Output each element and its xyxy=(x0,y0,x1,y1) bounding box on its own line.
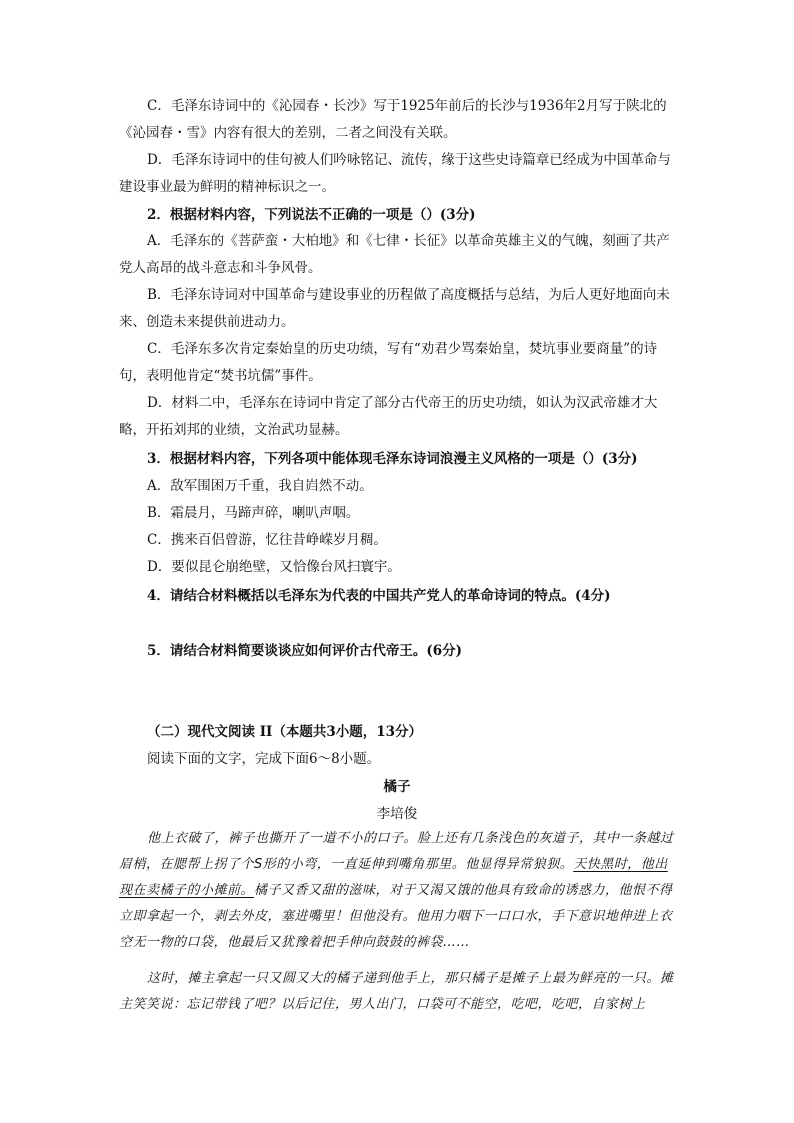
q3-option-a: A．敌军围困万千重，我自岿然不动。 xyxy=(147,478,373,494)
story-author: 李培俊 xyxy=(376,806,418,822)
q2-option-b: B．毛泽东诗词对中国革命与建设事业的历程做了高度概括与总结，为后人更好地面向未来、创造未来提供前进动力。 xyxy=(119,287,670,330)
q2-stem: 2．根据材料内容，下列说法不正确的一项是（）(3分) xyxy=(147,207,476,223)
q3-option-d: D．要似昆仑崩绝壁，又恰像台风扫寰宇。 xyxy=(147,559,401,575)
story-p1-text-a: 他上衣破了，裤子也撕开了一道不小的口子。脸上还有几条浅色的灰道子，其中一条越过眉梢，在腮帮上拐了个S形的小弯，一直延伸到嘴角那里。他显得异常狼狈。 xyxy=(119,831,674,872)
q3-option-c: C．携来百侣曾游，忆往昔峥嵘岁月稠。 xyxy=(147,532,387,548)
q1-option-c: C．毛泽东诗词中的《沁园春・长沙》写于1925年前后的长沙与1936年2月写于陕北的《沁园春・雪》内容有很大的差别，二者之间没有关联。 xyxy=(119,98,667,141)
q2-option-a: A．毛泽东的《菩萨蛮・大柏地》和《七律・长征》以革命英雄主义的气魄，刻画了共产党人高昂的战斗意志和斗争风骨。 xyxy=(119,233,670,276)
story-paragraph-2: 这时，摊主拿起一只又圆又大的橘子递到他手上，那只橘子是摊子上最为鲜亮的一只。摊主笑笑说：忘记带钱了吧？以后记住，男人出门，口袋可不能空，吃吧，吃吧，自家树上 xyxy=(119,971,674,1012)
story-p1-underlined-sentence: 天快黑时，他出现在卖橘子的小摊前。 xyxy=(119,857,668,898)
q3-option-b: B．霜晨月，马蹄声碎，喇叭声咽。 xyxy=(147,505,360,521)
q3-stem: 3．根据材料内容，下列各项中能体现毛泽东诗词浪漫主义风格的一项是（）(3分) xyxy=(147,451,638,467)
story-title: 橘子 xyxy=(383,779,411,795)
story-paragraph-1 xyxy=(119,826,679,956)
section2-heading: （二）现代文阅读 II（本题共3小题，13分） xyxy=(147,724,423,740)
story-p1-text-b: 橘子又香又甜的滋味，对于又渴又饿的他具有致命的诱惑力，他恨不得立即拿起一个，剥去外皮，塞进嘴里！但他没有。他用力咽下一口口水，手下意识地伸进上衣空无一物的口袋，他最后又犹豫着把手伸向鼓鼓的裤袋…… xyxy=(119,883,673,950)
q5-stem: 5．请结合材料简要谈谈应如何评价古代帝王。(6分) xyxy=(147,643,463,659)
q2-option-d: D．材料二中，毛泽东在诗词中肯定了部分古代帝王的历史功绩，如认为汉武帝雄才大略，开拓刘邦的业绩，文治武功显赫。 xyxy=(119,395,658,438)
q4-stem: 4．请结合材料概括以毛泽东为代表的中国共产党人的革命诗词的特点。(4分) xyxy=(147,588,611,604)
q1-option-d: D．毛泽东诗词中的佳句被人们吟咏铭记、流传，缘于这些史诗篇章已经成为中国革命与建设事业最为鲜明的精神标识之一。 xyxy=(119,152,671,195)
q2-option-c: C．毛泽东多次肯定秦始皇的历史功绩，写有“劝君少骂秦始皇，焚坑事业要商量”的诗句，表明他肯定“焚书坑儒”事件。 xyxy=(119,341,658,384)
section2-instruction: 阅读下面的文字，完成下面6～8小题。 xyxy=(147,751,381,767)
